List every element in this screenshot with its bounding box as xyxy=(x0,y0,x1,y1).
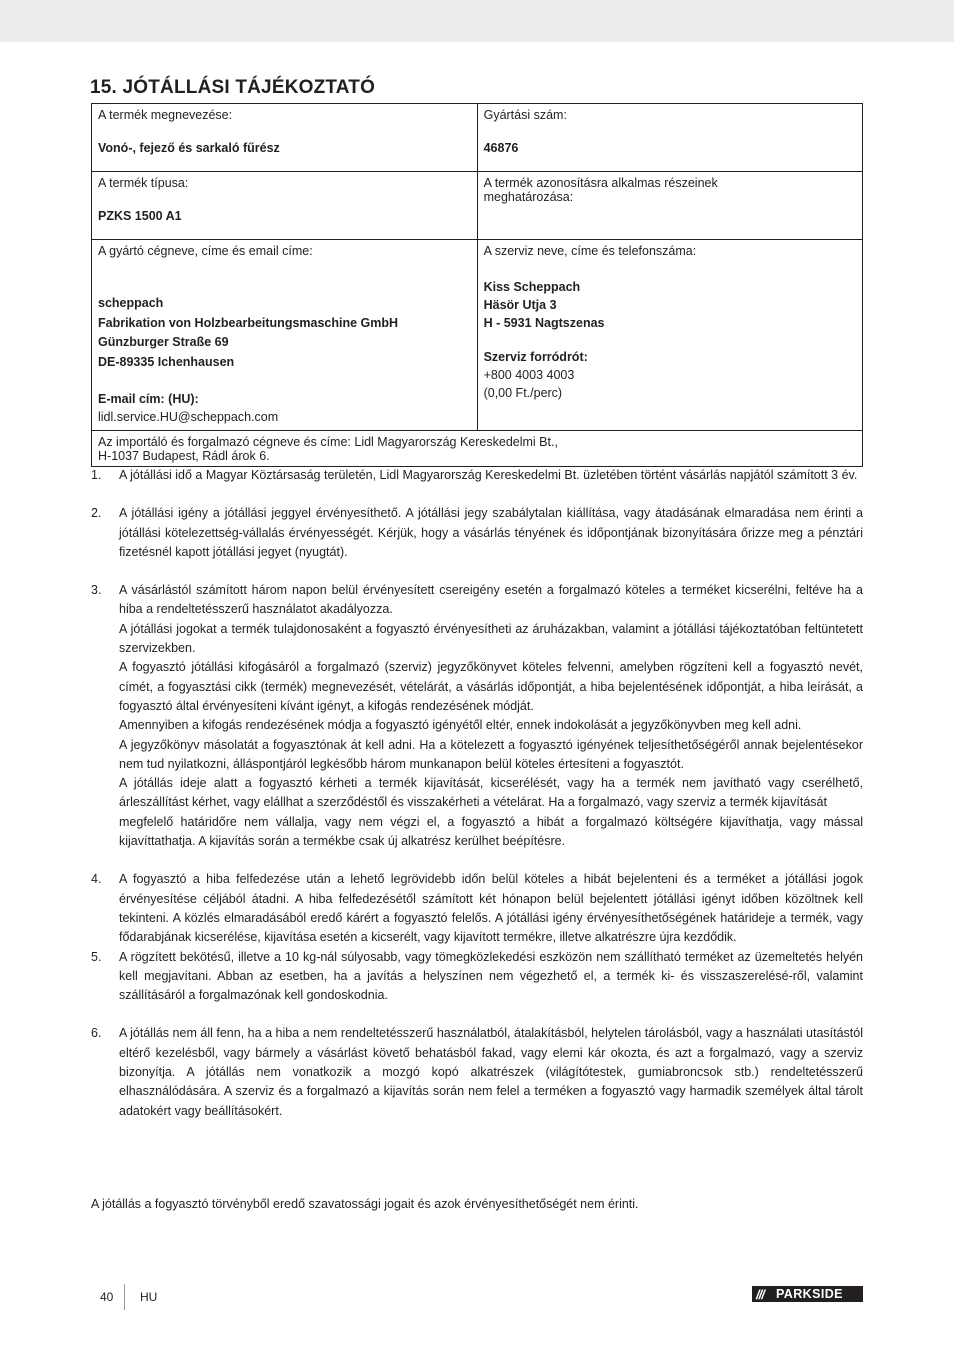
serial-number-cell xyxy=(477,104,862,172)
term-item-6 xyxy=(91,1024,863,1120)
identification-label-line-2: meghatározása: xyxy=(483,190,574,204)
warranty-info-table xyxy=(91,103,863,467)
term-item-1 xyxy=(91,466,863,485)
service-label: A szerviz neve, címe és telefonszáma: xyxy=(483,244,697,258)
service-line: H - 5931 Nagtszenas xyxy=(483,316,605,330)
email-label: E-mail cím: (HU): xyxy=(98,392,199,406)
identification-cell xyxy=(477,172,862,240)
term-paragraph: A jótállási jogokat a termék tulajdonosaként a fogyasztó érvényesítheti az áruházakban, valamint a jótállási tájékoztatóban feltüntetett szervizekben. xyxy=(119,621,863,656)
term-paragraph: A jótállás nem áll fenn, ha a hiba a nem rendeltetésszerű használatból, átalakításból, helytelen tárolásból, vagy a használati utasítástól eltérő kezelésből, vagy bármely a vásárlást követő behatásból fakad, vagy elemi kár okozta, és azt a forgalmazó, vagy a szerviz bizonyítja. A jótállás nem vonatkozik a mozgó kopó alkatrészek (világítótestek, gumiabroncsok stb.) rendeltetésszerű elhasználódására. A szerviz és a forgalmazó a kijavítás során nem felel a terméken a fogyasztó vagy harmadik személyek által tárolt adatokért vagy beállításokért. xyxy=(119,1026,863,1118)
hotline-price: (0,00 Ft./perc) xyxy=(483,386,563,400)
service-line: Kiss Scheppach xyxy=(483,280,581,294)
closing-statement: A jótállás a fogyasztó törvényből eredő szavatossági jogait és azok érvényesíthetőségét nem érinti. xyxy=(91,1197,639,1211)
term-paragraph: Amennyiben a kifogás rendezésének módja a fogyasztó igényétől eltér, ennek indokolását a jegyzőkönyvben meg kell adni. xyxy=(119,718,802,733)
manufacturer-line: scheppach xyxy=(98,296,164,310)
importer-cell xyxy=(92,431,863,467)
language-code: HU xyxy=(140,1290,158,1304)
product-type-label: A termék típusa: xyxy=(98,176,189,190)
term-item-4 xyxy=(91,870,863,947)
email-value: lidl.service.HU@scheppach.com xyxy=(98,410,279,424)
product-name-value: Vonó-, fejező és sarkaló fűrész xyxy=(98,141,280,155)
importer-line-1: Az importáló és forgalmazó cégneve és címe: Lidl Magyarország Kereskedelmi Bt., xyxy=(98,435,558,449)
term-paragraph: A fogyasztó a hiba felfedezése után a lehető legrövidebb időn belül köteles a hibát bejelenteni és a terméket a jótállási jogok érvényesítése céljából átadni. A hiba felfedezésétől számított két hónapon belül bejelentett jótállási igényt időben közöltnek kell tekinteni. A közlés elmaradásából eredő kárért a fogyasztó felelős. A jótállási igény érvényesíthetőségének határideje a termék, vagy fődarabjának kicserélése, kijavítása esetén a kicserélt, vagy kijavított termékre, illetve alkatrészre újra kezdődik. xyxy=(119,872,863,945)
service-cell xyxy=(477,240,862,431)
term-paragraph: A vásárlástól számított három napon belül érvényesített csereigény esetén a forgalmazó köteles a terméket kicserélni, feltéve ha a hiba a rendeltetésszerű használatot akadályozza. xyxy=(119,583,863,617)
term-number: 6. xyxy=(91,1026,102,1041)
top-band xyxy=(0,0,954,42)
warranty-terms-list xyxy=(91,466,863,1121)
term-paragraph: A jótállási igény a jótállási jeggyel érvényesíthető. A jótállási jegy szabálytalan kiállítása, vagy átadásának elmaradása nem érinti a jótállási kötelezettség-vállalás érvényességét. Kérjük, hogy a vásárlás tényének és időpontjának bizonyítására őrizze meg a pénztári fizetésnél kapott jótállási jegyet (nyugtát). xyxy=(119,506,863,559)
term-paragraph: A rögzített bekötésű, illetve a 10 kg-nál súlyosabb, vagy tömegközlekedési eszközön nem szállítható terméket az üzemeltetés helyén kell megjavítani. Abban az esetben, ha a javítás a helyszínen nem végezhető el, a termék ki- és visszaszerelésé-ről, valamint szállításáról a forgalmazónak kell gondoskodnia. xyxy=(119,949,863,1003)
term-paragraph: A jegyzőkönyv másolatát a fogyasztónak át kell adni. Ha a kötelezett a fogyasztó igényének teljesíthetőségéről annak bejelentésekor nem tud nyilatkozni, álláspontjáról legkésőbb három munkanapon belül köteles értesíteni a fogyasztót. xyxy=(119,737,863,771)
product-type-value: PZKS 1500 A1 xyxy=(98,209,182,223)
manufacturer-line: Fabrikation von Holzbearbeitungsmaschine GmbH xyxy=(98,315,399,330)
manufacturer-cell xyxy=(92,240,478,431)
hotline-label: Szerviz forródrót: xyxy=(483,350,588,364)
term-paragraph: A jótállás ideje alatt a fogyasztó kérheti a termék kijavítását, kicserélését, vagy ha a termék nem javítható vagy cserélhető, árleszállítást kérhet, vagy elállhat a szerződéstől és visszakérheti a vételárat. Ha a forgalmazó, vagy szerviz a termék kijavítását xyxy=(119,776,863,810)
manufacturer-label: A gyártó cégneve, címe és email címe: xyxy=(98,244,313,258)
term-number: 2. xyxy=(91,506,102,521)
serial-number-label: Gyártási szám: xyxy=(483,108,567,122)
manufacturer-line: DE-89335 Ichenhausen xyxy=(98,354,235,369)
term-number: 4. xyxy=(91,872,102,887)
term-paragraph: A jótállási idő a Magyar Köztársaság területén, Lidl Magyarország Kereskedelmi Bt. üzletében történt vásárlás napjától számított 3 év. xyxy=(119,468,858,482)
page-number: 40 xyxy=(100,1290,114,1304)
term-number: 3. xyxy=(91,583,102,598)
term-paragraph: megfelelő határidőre nem vállalja, vagy nem végzi el, a fogyasztó a hibát a forgalmazó költségére kijavíthatja, vagy mással kijavíttathatja. A kijavítás során a termékbe csak új alkatrész kerülhet beépítésre. xyxy=(119,814,863,849)
logo-wordmark: PARKSIDE xyxy=(776,1287,843,1301)
term-item-3 xyxy=(91,581,863,851)
term-paragraph: A fogyasztó jótállási kifogásáról a forgalmazó (szerviz) jegyzőkönyvet köteles felvenni, amelyben rögzíteni kell a fogyasztó nevét, címét, a fogyasztási cikk (termék) megnevezését, vételárát, a vásárlás időpontját, a hiba bejelentésének időpontját, a hiba leírását, a fogyasztó által érvényesíteni kívánt igényt, a kifogás rendezésének módját. xyxy=(119,660,863,713)
parkside-logo xyxy=(752,1286,863,1302)
serial-number-value: 46876 xyxy=(483,141,519,155)
identification-label-line-1: A termék azonosításra alkalmas részeinek xyxy=(483,176,718,190)
product-name-label: A termék megnevezése: xyxy=(98,108,233,122)
term-item-2 xyxy=(91,504,863,562)
footer-divider xyxy=(124,1284,125,1310)
logo-slashes: /// xyxy=(756,1286,764,1302)
term-number: 5. xyxy=(91,949,102,964)
hotline-number: +800 4003 4003 xyxy=(483,368,575,382)
term-item-5 xyxy=(91,948,863,1006)
importer-line-2: H-1037 Budapest, Rádl árok 6. xyxy=(98,449,270,463)
term-number: 1. xyxy=(91,468,102,482)
product-name-cell xyxy=(92,104,478,172)
manufacturer-line: Günzburger Straße 69 xyxy=(98,335,229,349)
page-title: 15. JÓTÁLLÁSI TÁJÉKOZTATÓ xyxy=(90,77,376,98)
product-type-cell xyxy=(92,172,478,240)
service-line: Häsör Utja 3 xyxy=(483,298,557,312)
